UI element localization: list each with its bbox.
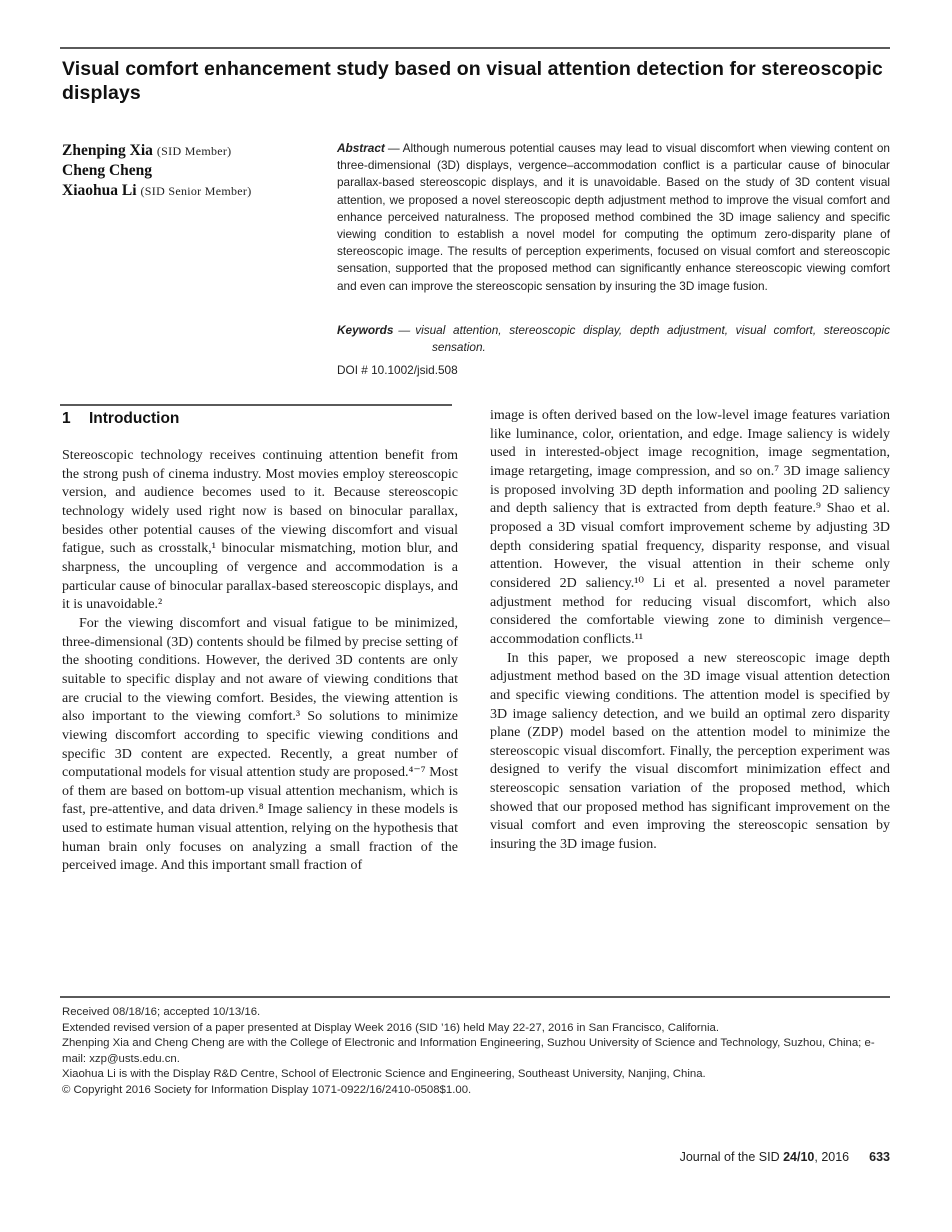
footnote-received: Received 08/18/16; accepted 10/13/16. — [62, 1006, 261, 1018]
body-column-left — [62, 447, 458, 876]
journal-volume-issue: 24/10 — [783, 1150, 815, 1164]
author-name: Zhenping Xia — [62, 142, 153, 159]
footnote-copyright: © Copyright 2016 Society for Information Display 1071-0922/16/2410-0508$1.00. — [62, 1083, 472, 1096]
top-rule — [60, 47, 890, 49]
page-number: 633 — [869, 1150, 890, 1164]
keywords-label: Keywords — [337, 323, 394, 337]
section-number: 1 — [62, 410, 71, 427]
footnote-rule — [60, 996, 890, 998]
section-heading-introduction — [62, 410, 179, 428]
footnote-affiliation-1: Zhenping Xia and Cheng Cheng are with the College of Electronic and Information Engineering, Suzhou University of Science and Technology, Suzhou, China; e-mail: xzp@usts.edu.cn. — [62, 1037, 875, 1065]
author-affiliation: (SID Member) — [156, 144, 232, 158]
paper-title: Visual comfort enhancement study based on visual attention detection for stereoscopic displays — [62, 58, 883, 104]
section-rule — [60, 404, 452, 406]
page-footer — [62, 1150, 890, 1164]
footnote-affiliation-2: Xiaohua Li is with the Display R&D Centre, School of Electronic Science and Engineering, Southeast University, Nanjing, China. — [62, 1068, 706, 1081]
abstract-dash: — — [387, 141, 400, 155]
journal-name: Journal of the SID — [679, 1150, 784, 1164]
paragraph: Stereoscopic technology receives continuing attention benefit from the strong push of cinema industry. Most movies employ stereoscopic version, and audience becomes used to it. Because stereoscopic technology widely used right now is based on binocular parallax, besides other potential causes of the viewing discomfort and visual fatigue, such as crosstalk,¹ binocular mismatching, motion blur, and sharpness, the uncoupling of vergence and accommodation is a particular cause of binocular parallax-based stereoscopic displays, and it is unavoidable.² — [62, 448, 458, 613]
section-title: Introduction — [89, 410, 180, 427]
keywords-text: visual attention, stereoscopic display, depth adjustment, visual comfort, stereoscopic sensation. — [415, 323, 890, 355]
abstract-label: Abstract — [337, 141, 385, 155]
paragraph: image is often derived based on the low-level image features variation like luminance, color, orientation, and edge. Image saliency is widely used in interested-object image recognition, image segmentation, image retargeting, image compression, and so on.⁷ 3D image saliency is proposed involving 3D depth information and pooling 2D saliency and depth saliency that is extracted from depth feature.⁹ Shao et al. proposed a 3D visual comfort improvement scheme by adjusting 3D depth considering spatial frequency, disparity response, and visual attention. However, the visual attention in their scheme only considered 2D saliency.¹⁰ Li et al. presented a novel parameter adjustment method for reducing visual discomfort, which also considered the comfortable viewing zone to diminish vergence–accommodation conflicts.¹¹ — [490, 408, 890, 647]
footnote-presented: Extended revised version of a paper presented at Display Week 2016 (SID ’16) held May 22-27, 2016 in San Francisco, California. — [62, 1021, 720, 1034]
abstract-text: Although numerous potential causes may lead to visual discomfort when viewing content on three-dimensional (3D) displays, vergence–accommodation conflict is a particular cause of binocular parallax-based stereoscopic displays, and it is unavoidable. Based on the study of 3D content visual attention, we proposed a novel stereoscopic depth adjustment method to improve the visual comfort and enhance perceived naturalness. The proposed method combined the 3D image saliency and specific viewing condition to establish a novel model for computing the optimum zero-disparity plane of stereoscopic image. The results of perception experiments, focused on visual comfort and stereoscopic sensation, supported that the proposed method can significantly enhance stereoscopic viewing comfort and even can improve the stereoscopic sensation by insuring the 3D image fusion. — [337, 141, 890, 293]
author-name: Xiaohua Li — [62, 182, 137, 199]
author-row — [62, 141, 252, 161]
doi-line: DOI # 10.1002/jsid.508 — [337, 363, 458, 377]
paragraph: For the viewing discomfort and visual fatigue to be minimized, three-dimensional (3D) contents should be filmed by precise setting of the shooting conditions. However, the derived 3D contents are only suitable to specific display and not aware of viewing conditions that are crucial to the viewing comfort. Besides, the viewing attention is also important to the viewing comfort.³ So solutions to minimize viewing discomfort according to specific viewing conditions and specific 3D content are expected. Recently, a great number of computational models for visual attention study are proposed.⁴⁻⁷ Most of them are based on bottom-up visual attention mechanism, which is fast, pre-attentive, and data driven.⁸ Image saliency in these models is used to estimate human visual attention, relying on the hypothesis that human brain only focuses on analyzing a small fraction of the perceived image. And this important small fraction of — [62, 615, 458, 874]
abstract-block — [337, 140, 890, 295]
author-row — [62, 181, 252, 201]
paragraph: In this paper, we proposed a new stereoscopic image depth adjustment method based on the 3D image visual attention detection and specific viewing conditions. The attention model is specified by 3D image saliency detection, and we build an optimal zero disparity plane (ZDP) model based on the attention model to minimize the stereoscopic visual discomfort. Finally, the perception experiment was designed to verify the visual discomfort minimization effect and stereoscopic sensation variation of the proposed method, which showed that our proposed method has significant improvement on the visual comfort and even improving the stereoscopic sensation by insuring the 3D image fusion. — [490, 650, 890, 853]
footnote-block — [62, 1005, 890, 1099]
author-block — [62, 141, 252, 201]
body-column-right — [490, 407, 890, 855]
keywords-block — [337, 322, 890, 356]
keywords-dash: — — [398, 323, 411, 337]
author-row — [62, 161, 252, 181]
author-affiliation: (SID Senior Member) — [140, 184, 252, 198]
author-name: Cheng Cheng — [62, 162, 153, 179]
journal-year: , 2016 — [814, 1150, 850, 1164]
